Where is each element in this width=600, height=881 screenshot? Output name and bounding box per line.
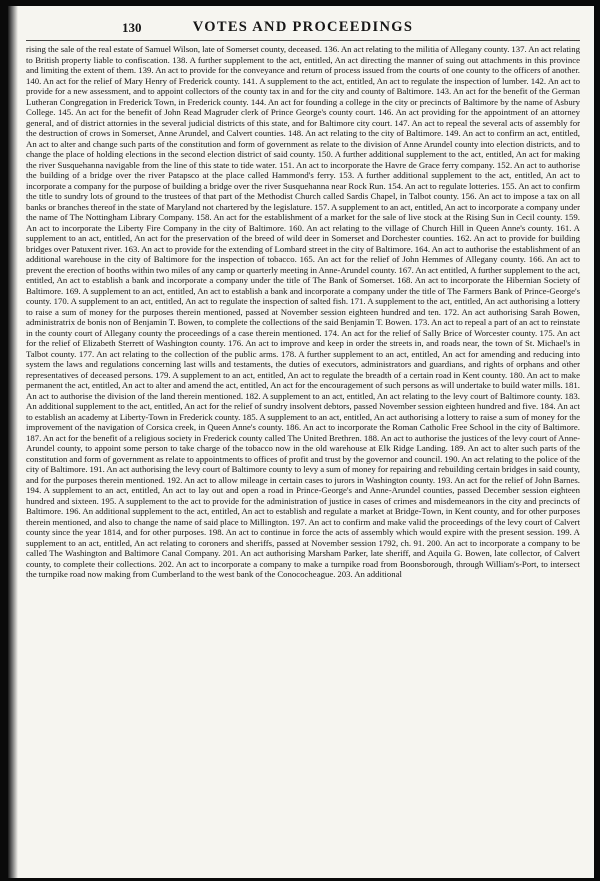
page-number: 130	[122, 20, 142, 35]
page-header	[26, 18, 580, 41]
document-page	[8, 6, 594, 878]
body-paragraph: rising the sale of the real estate of Samuel Wilson, late of Somerset county, deceased. 136. An act relating to the militia of Allegany county. 137. An act relating to British property liable to confiscation. 138. A further supplement to the act, entitled, An act directing the manner of suing out attachments in this province and limiting the extent of them. 139. An act to provide for the conveyance and return of process issued from the courts of one county to the officers of another. 140. An act for the relief of Mary Henry of Frederick county. 141. A supplement to the act, entitled, An act to regulate the inspection of lumber. 142. An act to provide for a new assessment, and to appoint collectors of the county tax in and for the city and county of Baltimore. 143. An act for the benefit of the German Lutheran Congregation in Frederick Town, in Frederick county. 144. An act for founding a college in the city or precincts of Baltimore by the name of Asbury College. 145. An act for the benefit of John Read Magruder clerk of Prince George's county court. 146. An act providing for the appointment of an attorney general, and of district attornies in the several judicial districts of this state, and for Baltimore city court. 147. An act to repeal the several acts of assembly for the destruction of crows in Somerset, Anne Arundel, and Calvert counties. 148. An act relating to the city of Baltimore. 149. An act to confirm an act, entitled, An act to alter and change such parts of the constitution and form of government as relate to the division of Anne Arundel county into election districts, and to change the place of holding elections in the second election district of said county. 150. A further additional supplement to the act, entitled, An act for making the river Susquehanna navigable from the line of this state to tide water. 151. An act to incorporate the Havre de Grace ferry company. 152. An act to authorise the building of a bridge over the river Patapsco at the place called Hammond's ferry. 153. A further additional supplement to the act, entitled, An act to incorporate a company for the purpose of building a bridge over the river Susquehanna near Rock Run. 154. An act to regulate lotteries. 155. An act to confirm the title to sundry lots of ground to the trustees of that part of the Methodist Church called Sardis Chapel, in Talbot county. 156. An act to impose a tax on all banks or branches thereof in the state of Maryland not chartered by the legislature. 157. A supplement to an act, entitled, An act to incorporate a company under the name of The Nottingham Library Company. 158. An act for the establishment of a market for the sale of live stock at the Rising Sun in Cecil county. 159. An act to incorporate the Liberty Fire Company in the city of Baltimore. 160. An act relating to the village of Church Hill in Queen Anne's county. 161. A supplement to an act, entitled, An act for the preservation of the breed of wild deer in Somerset and Dorchester counties. 162. An act to provide for building bridges over Patuxent river. 163. An act to provide for the extending of Lombard street in the city of Baltimore. 164. An act to authorise the establishment of an additional warehouse in the city of Baltimore for the inspection of tobacco. 165. An act for the relief of John Hemmes of Allegany county. 166. An act to prevent the erection of booths within two miles of any camp or quarterly meeting in Anne-Arundel county. 167. An act entitled, A further supplement to the act, entitled, An act to establish a bank and incorporate a company under the title of The Bank of Somerset. 168. An act to incorporate the Hibernian Society of Baltimore. 169. A supplement to an act, entitled, An act to establish a bank and incorporate a company under the title of The Farmers Bank of Prince-George's county. 170. A supplement to an act, entitled, An act to regulate the inspection of salted fish. 171. A supplement to the act, entitled, An act authorising a lottery to raise a sum of money for the purposes therein mentioned, passed at November session eighteen hundred and ten. 172. An act authorising Sarah Bowen, administratrix de bonis non of Benjamin T. Bowen, to complete the collections of the said Benjamin T. Bowen. 173. An act to repeal a part of an act to reinstate in the county court of Allegany county the proceedings of a case therein mentioned. 174. An act for the relief of Sally Brice of Worcester county. 175. An act for the relief of Elizabeth Sterrett of Washington county. 176. An act to improve and keep in order the streets in, and roads near, the town of St. Michael's in Talbot county. 177. An act relating to the collection of the public arms. 178. A further supplement to an act, entitled, An act for amending and reducing into system the laws and regulations concerning last wills and testaments, the duties of executors, administrators and guardians, and rights of orphans and other representatives of deceased persons. 179. A supplement to an act, entitled, An act to regulate the breadth of a certain road in Kent county. 180. An act to make permanent the act, entitled, An act to alter and amend the act, entitled, An act for the encouragement of such persons as will undertake to build water mills. 181. An act to authorise the division of the land therein mentioned. 182. A supplement to an act, entitled, An act relating to the levy court of Baltimore county. 183. An additional supplement to the act, entitled, An act for the relief of sundry insolvent debtors, passed November session eighteen hundred and five. 184. An act to establish an academy at Liberty-Town in Frederick county. 185. A supplement to an act, entitled, An act authorising a lottery to raise a sum of money for the improvement of the navigation of Corsica creek, in Queen Anne's county. 186. An act to incorporate the Roman Catholic Free School in the city of Baltimore. 187. An act for the benefit of a religious society in Frederick county called The United Brethren. 188. An act to authorise the justices of the levy court of Anne-Arundel county, to appoint some person to take charge of the tobacco now in the old warehouse at Elk Ridge Landing. 189. An act to alter such parts of the constitution and form of government as relate to appointments to offices of profit and trust by the governor and council. 190. An act relating to the police of the city of Baltimore. 191. An act authorising the levy court of Baltimore county to levy a sum of money for repairing and rebuilding certain bridges in said county, and for the purposes therein mentioned. 192. An act to allow mileage in certain cases to jurors in Washington county. 193. An act for the relief of John Barnes. 194. A supplement to an act, entitled, An act to lay out and open a road in Prince-George's and Anne-Arundel counties, passed December session eighteen hundred and sixteen. 195. A supplement to the act to provide for the administration of justice in cases of crimes and misdemeanors in the city and precincts of Baltimore. 196. An additional supplement to the act, entitled, An act to establish and regulate a market at Bridge-Town, in Kent county, and for other purposes therein mentioned, and also to change the name of said place to Millington. 197. An act to confirm and make valid the proceedings of the levy court of Calvert county since the year 1814, and for other purposes. 198. An act to continue in force the acts of assembly which would expire with the present session. 199. A supplement to an act, entitled, An act relating to coroners and sheriffs, passed at November session 1792, ch. 91. 200. An act to incorporate a company to be called The Washington and Baltimore Canal Company. 201. An act authorising Marsham Parker, late sheriff, and Aquila G. Bowen, late collector, of Calvert county, to complete their collections. 202. An act to incorporate a company to make a turnpike road from Boonsborough, through William's-Port, to intersect the turnpike road now making from Cumberland to the west bank of the Conococheague. 203. An additional	[26, 44, 580, 579]
running-title: VOTES AND PROCEEDINGS	[192, 19, 414, 35]
